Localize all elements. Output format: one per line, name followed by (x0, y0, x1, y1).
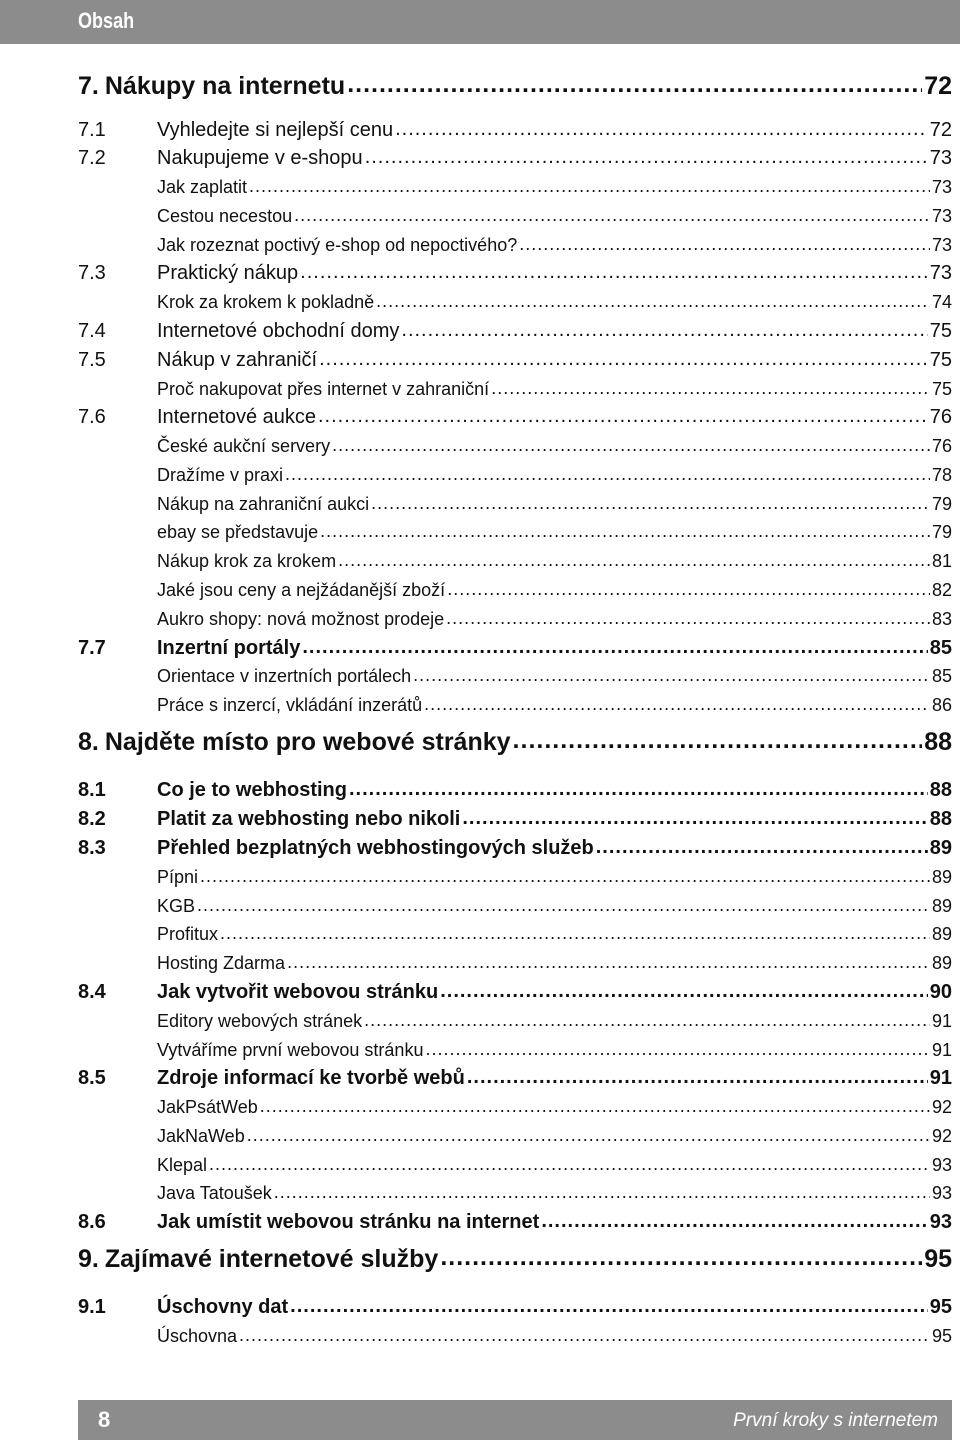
toc-title: Jak umístit webovou stránku na internet (157, 1211, 540, 1233)
toc-page-number: 78 (931, 465, 952, 486)
dot-leader (319, 351, 928, 371)
toc-title: Praktický nákup (157, 262, 299, 284)
dot-leader (541, 1213, 927, 1233)
toc-subsection[interactable] (78, 688, 952, 716)
toc-title: Pípni (157, 867, 199, 888)
dot-leader (287, 956, 930, 974)
toc-page-number: 73 (929, 147, 952, 169)
toc-title: Editory webových stránek (157, 1011, 363, 1032)
toc-page-number: 89 (931, 867, 952, 888)
toc-title: Jak rozeznat poctivý e-shop od nepoctivého? (157, 235, 518, 256)
toc-section[interactable] (78, 975, 952, 1003)
dot-leader (285, 468, 930, 486)
toc-chapter[interactable] (78, 728, 952, 756)
toc-number: 8.3 (78, 837, 106, 859)
toc-title: Internetové obchodní domy (157, 320, 400, 342)
toc-subsection[interactable] (78, 917, 952, 945)
toc-title: Dražíme v praxi (157, 465, 284, 486)
dot-leader (467, 1069, 928, 1089)
toc-subsection[interactable] (78, 372, 952, 400)
toc-title: České aukční servery (157, 436, 331, 457)
toc-title: Zajímavé internetové služby (104, 1244, 439, 1273)
toc-subsection[interactable] (78, 199, 952, 227)
toc-page-number: 79 (931, 494, 952, 515)
header-bar (0, 0, 960, 44)
dot-leader (513, 731, 923, 756)
dot-leader (332, 439, 930, 457)
toc-number: 8.5 (78, 1067, 106, 1089)
footer-page-number: 8 (98, 1407, 111, 1432)
toc-page-number: 73 (931, 235, 952, 256)
toc-title: Krok za krokem k pokladně (157, 292, 375, 313)
toc-section[interactable] (78, 1290, 952, 1318)
toc-title: Cestou necestou (157, 206, 293, 227)
toc-number: 7.7 (78, 637, 106, 659)
toc-subsection[interactable] (78, 228, 952, 256)
toc-chapter[interactable] (78, 1245, 952, 1273)
toc-page-number: 75 (929, 320, 952, 342)
toc-subsection[interactable] (78, 170, 952, 198)
toc-section[interactable] (78, 256, 952, 284)
dot-leader (260, 1100, 930, 1118)
dot-leader (300, 264, 928, 284)
toc-title: Nákupy na internetu (104, 71, 346, 100)
toc-title: Klepal (157, 1155, 208, 1176)
dot-leader (413, 669, 930, 687)
toc-page-number: 88 (929, 808, 952, 830)
dot-leader (294, 209, 930, 227)
toc-number: 7.5 (78, 349, 106, 371)
dot-leader (318, 408, 928, 428)
dot-leader (338, 554, 930, 572)
toc-title: Najděte místo pro webové stránky (104, 727, 511, 756)
dot-leader (446, 612, 930, 630)
toc-title: Platit za webhosting nebo nikoli (157, 808, 461, 830)
dot-leader (365, 149, 928, 169)
toc-title: JakPsátWeb (157, 1097, 258, 1118)
toc-title: ebay se představuje (157, 522, 319, 543)
dot-leader (347, 75, 922, 100)
toc-page-number: 89 (931, 924, 952, 945)
toc-page-number: 75 (929, 349, 952, 371)
toc-subsection[interactable] (78, 889, 952, 917)
toc-subsection[interactable] (78, 1176, 952, 1204)
toc-subsection[interactable] (78, 1090, 952, 1118)
dot-leader (249, 180, 930, 198)
toc-number: 7.1 (78, 119, 106, 141)
toc-title: Vyhledejte si nejlepší cenu (157, 119, 394, 141)
dot-leader (364, 1014, 930, 1032)
footer-bar (78, 1400, 952, 1440)
toc-page-number: 91 (929, 1067, 952, 1089)
toc-page-number: 74 (931, 292, 952, 313)
toc-section[interactable] (78, 314, 952, 342)
toc-section[interactable] (78, 802, 952, 830)
toc-page-number: 73 (931, 206, 952, 227)
toc-page-number: 90 (929, 981, 952, 1003)
toc-page-number: 85 (929, 637, 952, 659)
toc-number: 7.6 (78, 406, 106, 428)
toc-title: Hosting Zdarma (157, 953, 286, 974)
toc-title: JakNaWeb (157, 1126, 245, 1147)
toc-page-number: 89 (929, 837, 952, 859)
toc-number: 8.4 (78, 981, 106, 1003)
toc-title: Úschovny dat (157, 1296, 289, 1318)
toc-subsection[interactable] (78, 1319, 952, 1347)
toc-title: Jaké jsou ceny a nejžádanější zboží (157, 580, 446, 601)
toc-page-number: 82 (931, 580, 952, 601)
toc-subsection[interactable] (78, 573, 952, 601)
dot-leader (220, 927, 930, 945)
toc-subsection[interactable] (78, 860, 952, 888)
toc-page-number: 81 (931, 551, 952, 572)
toc-section[interactable] (78, 113, 952, 141)
toc-subsection[interactable] (78, 1004, 952, 1032)
toc-title: Nakupujeme v e-shopu (157, 147, 363, 169)
toc-title: Proč nakupovat přes internet v zahraniční (157, 379, 490, 400)
dot-leader (596, 839, 928, 859)
toc-title: Aukro shopy: nová možnost prodeje (157, 609, 445, 630)
toc-section[interactable] (78, 400, 952, 428)
toc-number: 7. (78, 71, 99, 100)
header-title: Obsah (78, 8, 135, 33)
toc-page-number: 72 (929, 119, 952, 141)
toc-subsection[interactable] (78, 544, 952, 572)
dot-leader (247, 1129, 930, 1147)
toc-title: Orientace v inzertních portálech (157, 666, 412, 687)
toc-subsection[interactable] (78, 602, 952, 630)
toc-page-number: 79 (931, 522, 952, 543)
dot-leader (447, 583, 930, 601)
toc-page-number: 89 (931, 896, 952, 917)
toc-number: 7.4 (78, 320, 106, 342)
dot-leader (395, 121, 928, 141)
dot-leader (239, 1329, 930, 1347)
toc-title: Nákup krok za krokem (157, 551, 337, 572)
toc-number: 8.2 (78, 808, 106, 830)
toc-page-number: 91 (931, 1040, 952, 1061)
toc-page-number: 85 (931, 666, 952, 687)
toc-section[interactable] (78, 773, 952, 801)
toc-section[interactable] (78, 1061, 952, 1089)
toc-subsection[interactable] (78, 1148, 952, 1176)
toc-title: Internetové aukce (157, 406, 316, 428)
toc-page-number: 73 (931, 177, 952, 198)
dot-leader (290, 1298, 928, 1318)
toc-number: 9.1 (78, 1296, 106, 1318)
toc-page-number: 89 (931, 953, 952, 974)
toc-subsection[interactable] (78, 429, 952, 457)
dot-leader (197, 899, 930, 917)
toc-section[interactable] (78, 631, 952, 659)
toc-section[interactable] (78, 343, 952, 371)
dot-leader (209, 1158, 930, 1176)
toc-page-number: 83 (931, 609, 952, 630)
toc-page-number: 76 (929, 406, 952, 428)
toc-title: Nákup na zahraniční aukci (157, 494, 370, 515)
toc-subsection[interactable] (78, 946, 952, 974)
toc-number: 7.2 (78, 147, 106, 169)
toc-subsection[interactable] (78, 285, 952, 313)
dot-leader (349, 781, 928, 801)
toc-title: Zdroje informací ke tvorbě webů (157, 1067, 465, 1089)
toc-title: Vytváříme první webovou stránku (157, 1040, 424, 1061)
dot-leader (425, 1043, 930, 1061)
toc-subsection[interactable] (78, 515, 952, 543)
dot-leader (424, 698, 930, 716)
toc-page-number: 88 (924, 727, 952, 756)
dot-leader (200, 870, 930, 888)
toc-page-number: 95 (924, 1244, 952, 1273)
toc-page-number: 91 (931, 1011, 952, 1032)
dot-leader (491, 382, 930, 400)
toc-number: 8.6 (78, 1211, 106, 1233)
toc-page-number: 72 (924, 71, 952, 100)
toc-subsection[interactable] (78, 458, 952, 486)
toc-title: Inzertní portály (157, 637, 301, 659)
toc-title: Jak zaplatit (157, 177, 248, 198)
toc-page-number: 93 (931, 1155, 952, 1176)
toc-section[interactable] (78, 1205, 952, 1233)
dot-leader (371, 497, 930, 515)
toc-title: Nákup v zahraničí (157, 349, 318, 371)
toc-title: KGB (157, 896, 196, 917)
toc-page-number: 73 (929, 262, 952, 284)
dot-leader (462, 810, 927, 830)
dot-leader (320, 525, 930, 543)
dot-leader (519, 238, 930, 256)
toc-page-number: 95 (931, 1326, 952, 1347)
toc-page-number: 86 (931, 695, 952, 716)
dot-leader (376, 295, 930, 313)
toc-title: Jak vytvořit webovou stránku (157, 981, 439, 1003)
toc-subsection[interactable] (78, 1119, 952, 1147)
toc-number: 9. (78, 1244, 99, 1273)
toc-section[interactable] (78, 831, 952, 859)
toc-title: Přehled bezplatných webhostingových služeb (157, 837, 594, 859)
toc-subsection[interactable] (78, 659, 952, 687)
dot-leader (401, 322, 927, 342)
footer-book-title: První kroky s internetem (733, 1410, 938, 1431)
toc-number: 8. (78, 727, 99, 756)
toc-number: 8.1 (78, 779, 106, 801)
toc-page-number: 76 (931, 436, 952, 457)
toc-title: Java Tatoušek (157, 1183, 272, 1204)
dot-leader (302, 639, 927, 659)
toc-page-number: 95 (929, 1296, 952, 1318)
toc-subsection[interactable] (78, 487, 952, 515)
toc-page-number: 92 (931, 1097, 952, 1118)
dot-leader (440, 1248, 922, 1273)
toc-title: Co je to webhosting (157, 779, 347, 801)
toc-title: Úschovna (157, 1326, 238, 1347)
toc-title: Profitux (157, 924, 219, 945)
toc-page-number: 93 (931, 1183, 952, 1204)
toc-title: Práce s inzercí, vkládání inzerátů (157, 695, 423, 716)
dot-leader (440, 983, 928, 1003)
toc-page-number: 92 (931, 1126, 952, 1147)
toc-page-number: 75 (931, 379, 952, 400)
toc-page-number: 93 (929, 1211, 952, 1233)
toc-subsection[interactable] (78, 1033, 952, 1061)
toc-page-number: 88 (929, 779, 952, 801)
toc-number: 7.3 (78, 262, 106, 284)
dot-leader (274, 1186, 930, 1204)
toc-section[interactable] (78, 141, 952, 169)
toc-chapter[interactable] (78, 72, 952, 100)
